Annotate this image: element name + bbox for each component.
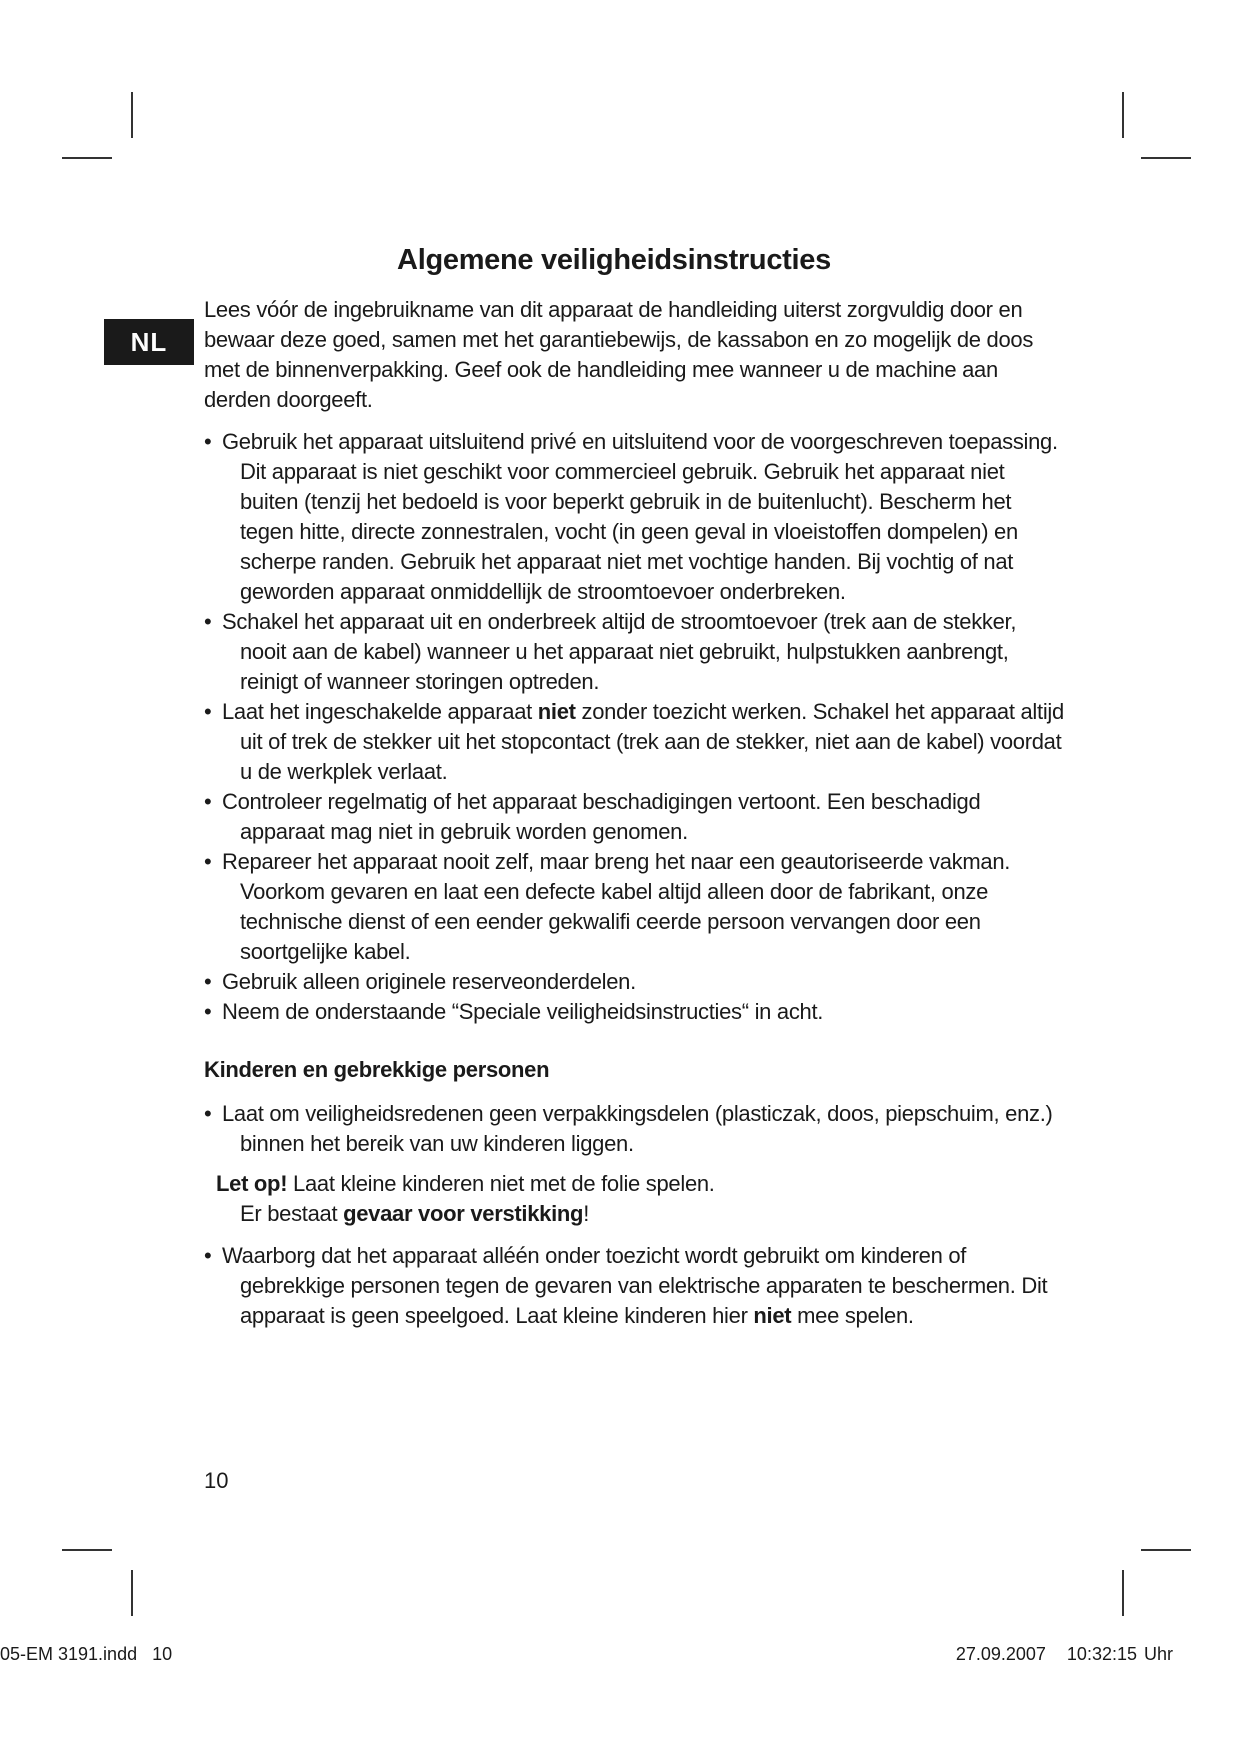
document-body [204,295,1066,1331]
crop-mark [1122,92,1124,138]
language-tab: NL [104,319,194,365]
section-heading: Kinderen en gebrekkige personen [204,1057,550,1082]
warning-label: Let op! [216,1171,288,1196]
children-list [204,1099,1066,1159]
crop-mark [62,157,112,159]
page-title: Algemene veiligheidsinstructies [397,244,831,276]
list-item: • Gebruik alleen originele reserveonderdelen. [204,967,1066,997]
crop-mark [1141,157,1191,159]
page-number: 10 [204,1468,229,1493]
list-item: • Schakel het apparaat uit en onderbreek altijd de stroomtoevoer (trek aan de stekker, nooit aan de kabel) wanneer u het apparaat niet gebruikt, hulpstukken aanbrengt, reinigt of wanneer storingen optreden. [204,607,1066,697]
intro-paragraph: Lees vóór de ingebruikname van dit apparaat de handleiding uiterst zorgvuldig door en bewaar deze goed, samen met het garantiebewijs, de kassabon en zo mogelijk de doos met de binnenverpakking. Geef ook de handleiding mee wanneer u de machine aan derden doorgeeft. [204,297,1034,412]
list-item: • Laat het ingeschakelde apparaat niet zonder toezicht werken. Schakel het apparaat altijd uit of trek de stekker uit het stopcontact (trek aan de stekker, niet aan de kabel) voordat u de werkplek verlaat. [204,697,1066,787]
print-slug-timestamp: 27.09.2007 10:32:15 Uhr [955,1644,1173,1664]
crop-mark [62,1549,112,1551]
crop-mark [1141,1549,1191,1551]
list-item: • Repareer het apparaat nooit zelf, maar breng het naar een geautoriseerde vakman. Voorkom gevaren en laat een defecte kabel altijd alleen door de fabrikant, onze technische dienst of een eender gekwalifi ceerde persoon vervangen door een soortgelijke kabel. [204,847,1066,967]
crop-mark [131,92,133,138]
safety-list [204,427,1066,1027]
print-slug-file: 05-EM 3191.indd 10 [0,1644,173,1664]
list-item: • Waarborg dat het apparaat alléén onder toezicht wordt gebruikt om kinderen of gebrekkige personen tegen de gevaren van elektrische apparaten te beschermen. Dit apparaat is geen speelgoed. Laat kleine kinderen hier niet mee spelen. [204,1241,1066,1331]
list-item: • Controleer regelmatig of het apparaat beschadigingen vertoont. Een beschadigd apparaat mag niet in gebruik worden genomen. [204,787,1066,847]
list-item: • Neem de onderstaande “Speciale veiligheidsinstructies“ in acht. [204,997,1066,1027]
list-item: • Gebruik het apparaat uitsluitend privé en uitsluitend voor de voorgeschreven toepassing. Dit apparaat is niet geschikt voor commercieel gebruik. Gebruik het apparaat niet buiten (tenzij het bedoeld is voor beperkt gebruik in de buitenlucht). Bescherm het tegen hitte, directe zonnestralen, vocht (in geen geval in vloeistoffen dompelen) en scherpe randen. Gebruik het apparaat niet met vochtige handen. Bij vochtig of nat geworden apparaat onmiddellijk de stroomtoevoer onderbreken. [204,427,1066,607]
warning-note: Let op! Laat kleine kinderen niet met de folie spelen. Er bestaat gevaar voor verstikking! [216,1171,715,1226]
children-list-2 [204,1241,1066,1331]
crop-mark [1122,1570,1124,1616]
list-item: • Laat om veiligheidsredenen geen verpakkingsdelen (plasticzak, doos, piepschuim, enz.) binnen het bereik van uw kinderen liggen. [204,1099,1066,1159]
crop-mark [131,1570,133,1616]
